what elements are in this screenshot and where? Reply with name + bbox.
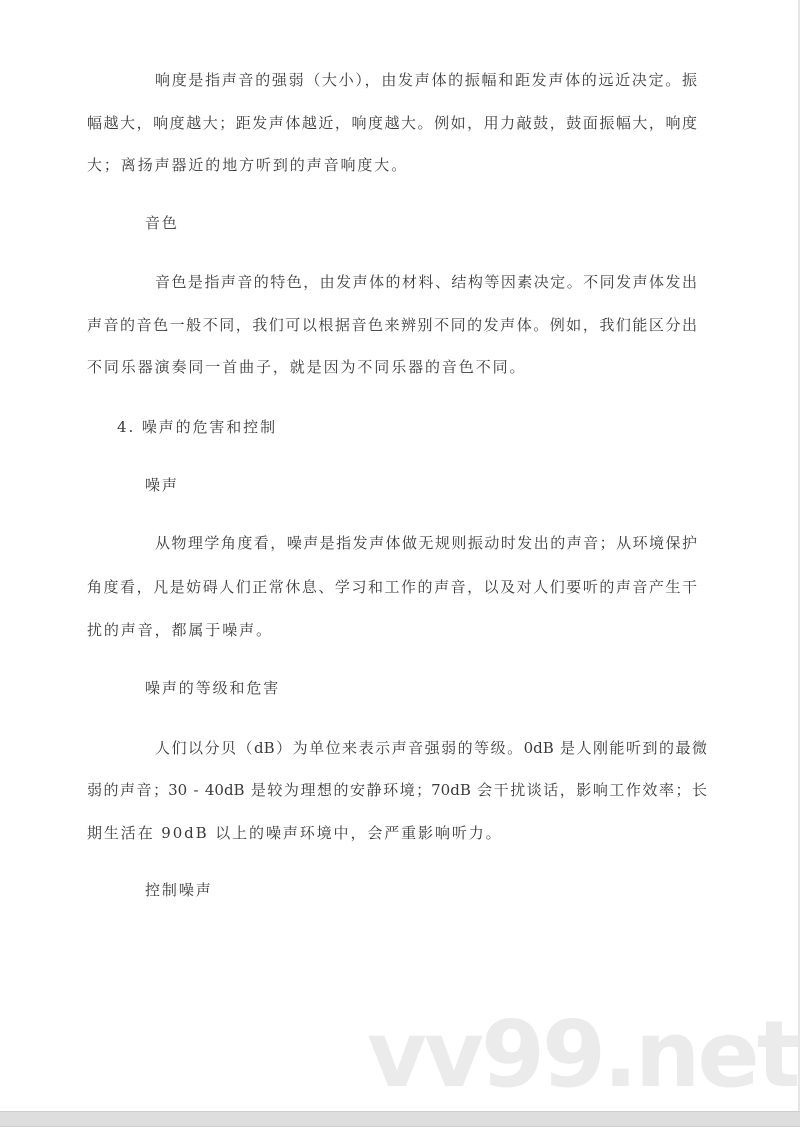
heading-noise-control: 控制噪声 bbox=[145, 881, 213, 899]
section-heading-noise: 4. 噪声的危害和控制 bbox=[117, 418, 277, 436]
heading-noise-levels: 噪声的等级和危害 bbox=[145, 679, 281, 697]
paragraph-levels-line: 弱的声音；30 - 40dB 是较为理想的安静环境；70dB 会干扰谈话，影响工作效率；长 bbox=[87, 781, 707, 799]
heading-timbre: 音色 bbox=[145, 214, 179, 232]
paragraph-timbre-line: 音色是指声音的特色，由发声体的材料、结构等因素决定。不同发声体发出 bbox=[155, 273, 697, 291]
paragraph-loudness-line: 幅越大，响度越大；距发声体越近，响度越大。例如，用力敲鼓，鼓面振幅大，响度 bbox=[87, 114, 697, 132]
page-separator bbox=[0, 1111, 800, 1127]
heading-noise: 噪声 bbox=[145, 476, 179, 494]
paragraph-levels-line: 人们以分贝（dB）为单位来表示声音强弱的等级。0dB 是人刚能听到的最微 bbox=[155, 739, 707, 757]
paragraph-timbre-line: 声音的音色一般不同，我们可以根据音色来辨别不同的发声体。例如，我们能区分出 bbox=[87, 316, 697, 334]
paragraph-levels-line: 期生活在 90dB 以上的噪声环境中，会严重影响听力。 bbox=[87, 824, 503, 842]
paragraph-loudness-line: 响度是指声音的强弱（大小），由发声体的振幅和距发声体的远近决定。振 bbox=[155, 71, 697, 89]
paragraph-timbre-line: 不同乐器演奏同一首曲子，就是因为不同乐器的音色不同。 bbox=[87, 358, 527, 376]
paragraph-noise-line: 角度看，凡是妨碍人们正常休息、学习和工作的声音，以及对人们要听的声音产生干 bbox=[87, 578, 697, 596]
paragraph-noise-line: 扰的声音，都属于噪声。 bbox=[87, 621, 273, 639]
paragraph-noise-line: 从物理学角度看，噪声是指发声体做无规则振动时发出的声音；从环境保护 bbox=[155, 534, 697, 552]
paragraph-loudness-line: 大；离扬声器近的地方听到的声音响度大。 bbox=[87, 156, 409, 174]
watermark: vv99.net bbox=[367, 1001, 798, 1108]
